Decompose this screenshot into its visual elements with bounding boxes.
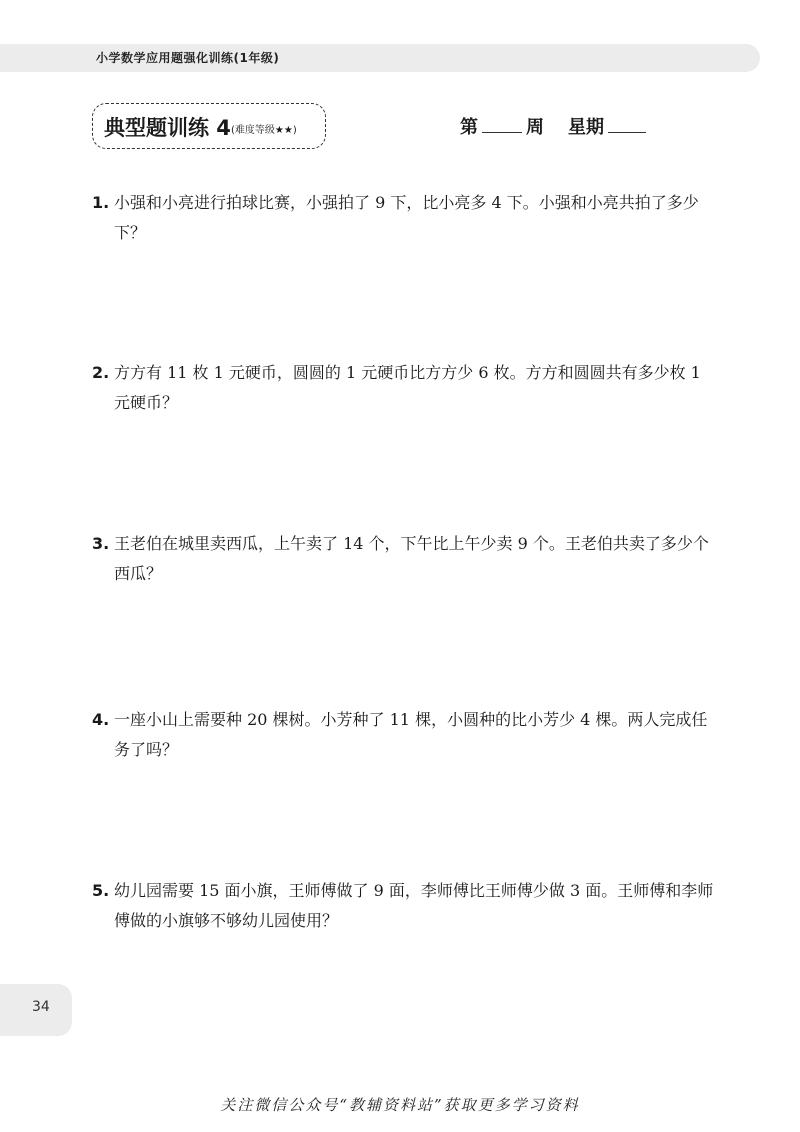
- problem-number: 2.: [92, 363, 110, 382]
- problem-number: 1.: [92, 193, 110, 212]
- section-title: 典型题训练 4: [104, 116, 231, 140]
- week-suffix: 周: [526, 117, 544, 138]
- problem-number: 4.: [92, 710, 110, 729]
- weekday-blank[interactable]: [608, 114, 646, 133]
- book-title: 小学数学应用题强化训练(1年级): [96, 51, 280, 65]
- problem-text: 小强和小亮进行拍球比赛，小强拍了 9 下，比小亮多 4 下。小强和小亮共拍了多少下？: [114, 193, 699, 242]
- week-prefix: 第: [460, 117, 478, 138]
- problem-2: [92, 358, 717, 418]
- week-day-line: [460, 113, 650, 139]
- problem-number: 3.: [92, 534, 110, 553]
- problem-text: 方方有 11 枚 1 元硬币，圆圆的 1 元硬币比方方少 6 枚。方方和圆圆共有多少枚 1 元硬币？: [114, 363, 701, 412]
- problem-3: [92, 529, 717, 589]
- problem-text: 王老伯在城里卖西瓜，上午卖了 14 个，下午比上午少卖 9 个。王老伯共卖了多少个西瓜？: [114, 534, 709, 583]
- difficulty-label: (难度等级★★): [231, 125, 297, 136]
- problem-number: 5.: [92, 881, 110, 900]
- problem-text: 幼儿园需要 15 面小旗，王师傅做了 9 面，李师傅比王师傅少做 3 面。王师傅和李师傅做的小旗够不够幼儿园使用？: [114, 881, 714, 930]
- page-number: 34: [32, 999, 50, 1015]
- problem-4: [92, 705, 717, 765]
- week-blank[interactable]: [482, 114, 522, 133]
- problem-1: [92, 188, 717, 248]
- problem-5: [92, 876, 717, 936]
- weekday-label: 星期: [568, 117, 604, 138]
- problem-text: 一座小山上需要种 20 棵树。小芳种了 11 棵，小圆种的比小芳少 4 棵。两人完成任务了吗？: [114, 710, 708, 759]
- footer-note: 关注微信公众号“教辅资料站”获取更多学习资料: [220, 1096, 580, 1114]
